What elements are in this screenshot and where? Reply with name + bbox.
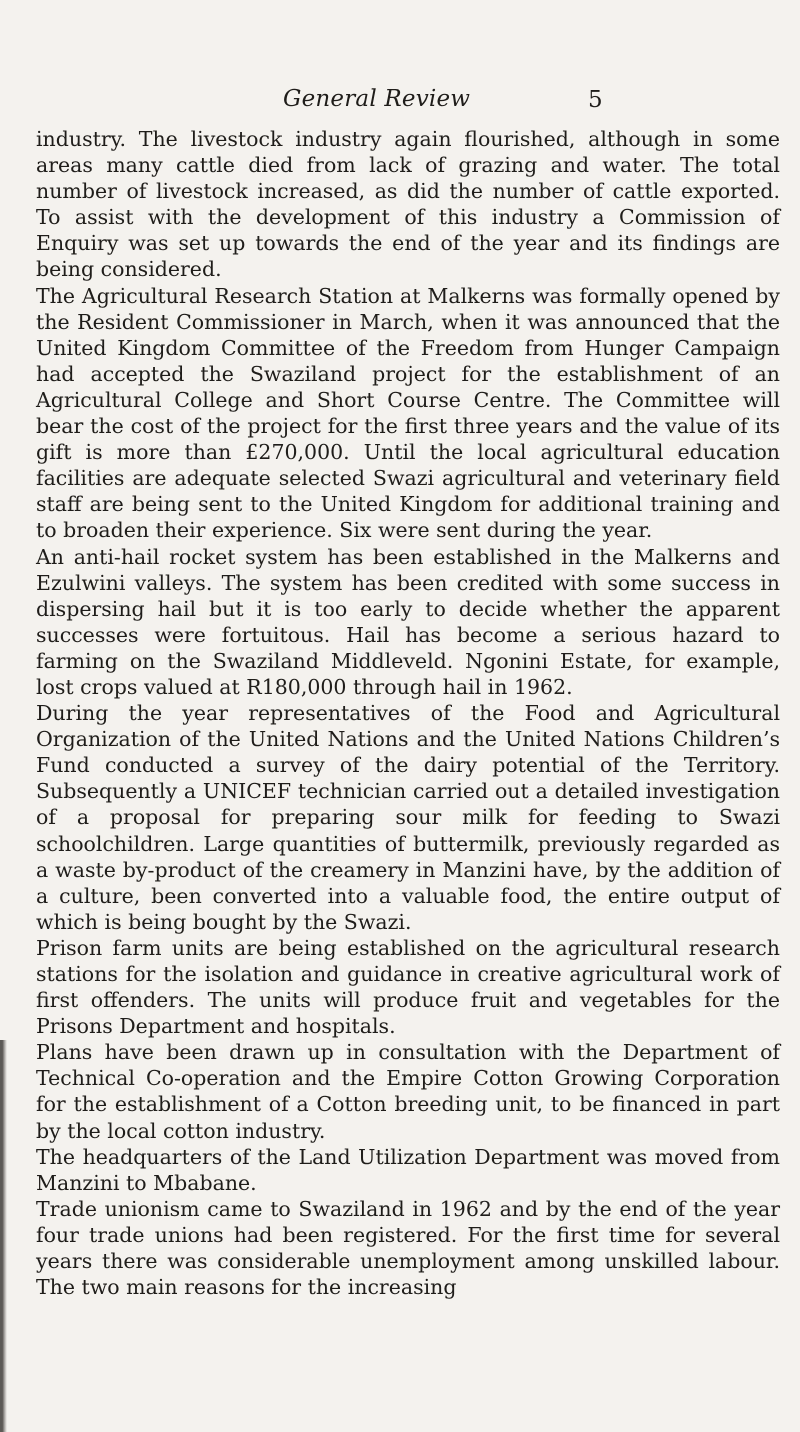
paragraph-dairy-survey: During the year representatives of the Food and Agricultural Organization of the United Nations and the United Nations Children’s Fund conducted a survey of the dairy potential of the Territory. Subsequently a UNICEF technician carried out a detailed investigation of a proposal for preparing sour milk for feeding to Swazi schoolchildren. Large quantities of buttermilk, previously regarded as a waste by-product of the creamery in Manzini have, by the addition of a culture, been converted into a valuable food, the entire output of which is being bought by the Swazi. bbox=[36, 701, 780, 934]
page-number: 5 bbox=[588, 87, 603, 113]
running-title: General Review bbox=[283, 86, 471, 112]
paragraph-research-station: The Agricultural Research Station at Malkerns was formally opened by the Resident Commissioner in March, when it was announced that the United Kingdom Committee of the Freedom from Hunger Campaign had accepted the Swaziland project for the establishment of an Agricultural College and Short Course Centre. The Committee will bear the cost of the project for the first three years and the value of its gift is more than £270,000. Until the local agricultural education facilities are adequate selected Swazi agricultural and veterinary field staff are being sent to the United Kingdom for additional training and to broaden their experience. Six were sent during the year. bbox=[36, 283, 780, 543]
paragraph-cotton-breeding: Plans have been drawn up in consultation with the Department of Technical Co-operation and the Empire Cotton Growing Corporation for the establishment of a Cotton breeding unit, to be financed in part by the local cotton industry. bbox=[36, 1040, 780, 1143]
body-text bbox=[36, 126, 780, 1300]
paragraph-land-utilization: The headquarters of the Land Utilization Department was moved from Manzini to Mbabane. bbox=[36, 1144, 780, 1195]
paragraph-trade-unionism: Trade unionism came to Swaziland in 1962 and by the end of the year four trade unions had been registered. For the first time for several years there was considerable unemployment among unskilled labour. The two main reasons for the increasing bbox=[36, 1196, 780, 1300]
paragraph-prison-farms: Prison farm units are being established on the agricultural research stations for the isolation and guidance in creative agricultural work of first offenders. The units will produce fruit and vegetables for the Prisons Department and hospitals. bbox=[36, 935, 780, 1039]
scan-binding-shadow bbox=[0, 1040, 7, 1432]
paragraph-anti-hail: An anti-hail rocket system has been established in the Malkerns and Ezulwini valleys. The system has been credited with some success in dispersing hail but it is too early to decide whether the apparent successes were fortuitous. Hail has become a serious hazard to farming on the Swaziland Middleveld. Ngonini Estate, for example, lost crops valued at R180,000 through hail in 1962. bbox=[36, 544, 780, 699]
paragraph-livestock: industry. The livestock industry again flourished, although in some areas many cattle died from lack of grazing and water. The total number of livestock increased, as did the number of cattle exported. To assist with the development of this industry a Commission of Enquiry was set up towards the end of the year and its findings are being considered. bbox=[36, 127, 780, 282]
page-header bbox=[0, 86, 800, 126]
